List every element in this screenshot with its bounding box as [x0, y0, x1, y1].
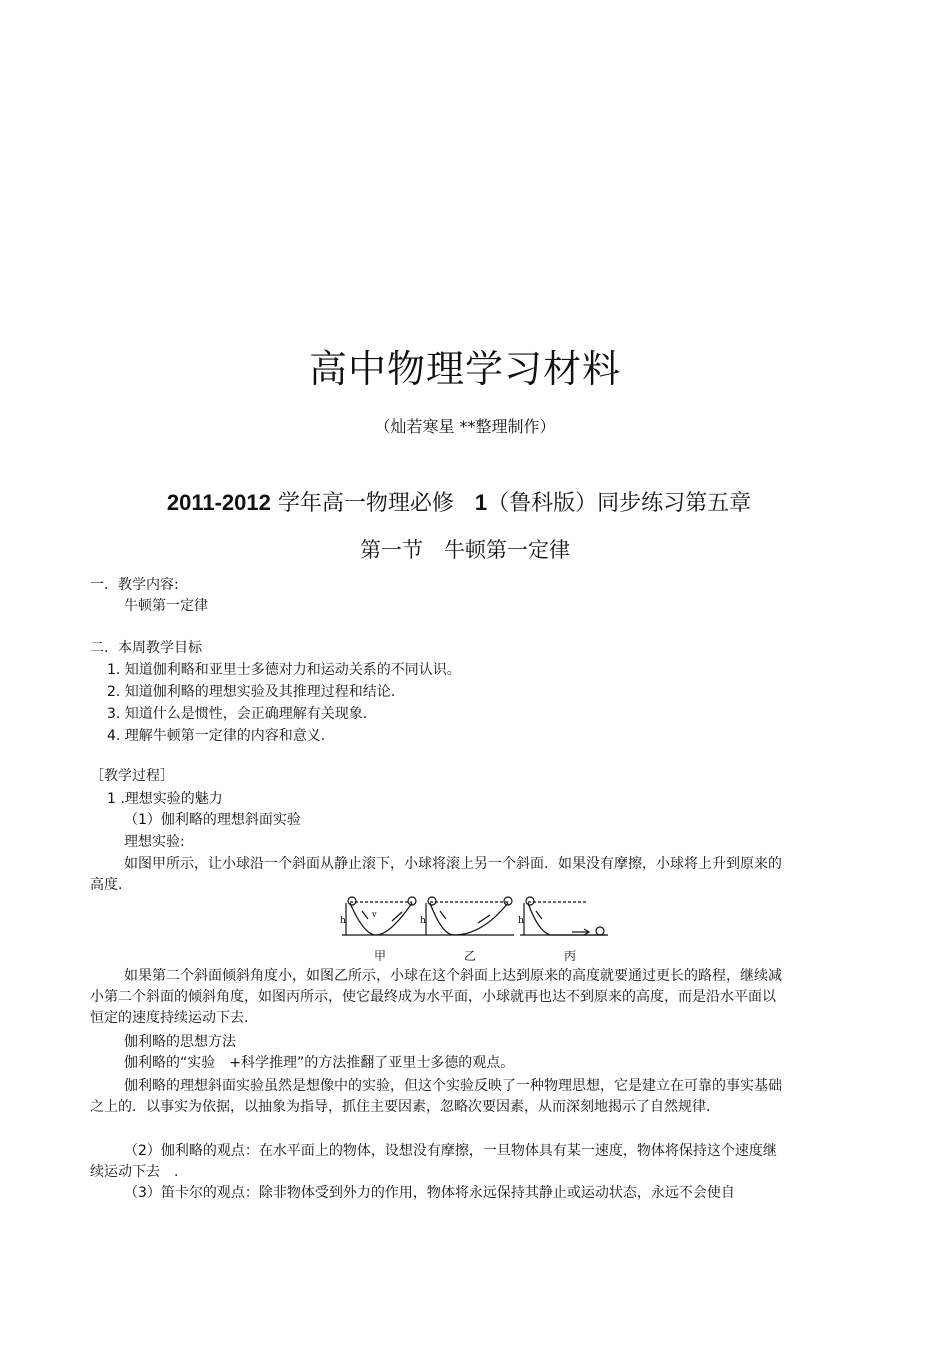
section-title: 第一节 牛顿第一定律 — [360, 538, 570, 562]
heading-num: 1 — [474, 490, 488, 515]
diagram-yi — [422, 897, 514, 935]
heading-mid: 学年高一物理必修 — [270, 491, 461, 516]
ideal-experiment-label: 理想实验: — [124, 834, 185, 850]
section-1-body: 牛顿第一定律 — [124, 598, 208, 614]
section-2-heading: 二．本周教学目标 — [90, 640, 202, 656]
section-1-heading: 一．教学内容: — [90, 577, 179, 593]
figure-label-jia: 甲 — [374, 949, 387, 963]
part-1-sub-1: （1）伽利略的理想斜面实验 — [124, 812, 301, 828]
paragraph-4: 伽利略的理想斜面实验虽然是想像中的实验，但这个实验反映了一种物理思想，它是建立在可靠的事实基础之上的．以事实为依据，以抽象为指导，抓住主要因素，忽略次要因素，从而深刻地揭示了自然规律. — [90, 1078, 782, 1115]
heading-year: 2011-2012 — [166, 490, 271, 515]
height-label: h — [340, 916, 346, 926]
heading-end: （鲁科版）同步练习第五章 — [487, 491, 752, 516]
document-subtitle: （灿若寒星 **整理制作） — [374, 417, 556, 436]
figure-label-yi: 乙 — [464, 949, 477, 963]
paragraph-5: （2）伽利略的观点：在水平面上的物体，设想没有摩擦，一旦物体具有某一速度，物体将保持这个速度继续运动下去 . — [90, 1143, 777, 1180]
part-1-heading: 1 .理想实验的魅力 — [107, 791, 223, 807]
document-title: 高中物理学习材料 — [308, 347, 621, 391]
paragraph-3: 伽利略的“实验 +科学推理”的方法推翻了亚里士多德的观点。 — [124, 1055, 515, 1071]
svg-text:h: h — [518, 916, 524, 926]
goal-item: 1. 知道伽利略和亚里士多德对力和运动关系的不同认识。 — [107, 662, 461, 678]
diagram-jia — [342, 897, 422, 935]
paragraph-6: （3）笛卡尔的观点：除非物体受到外力的作用，物体将永远保持其静止或运动状态，永远不会使自 — [124, 1185, 735, 1201]
chapter-heading — [0, 486, 918, 517]
inclined-plane-figure — [332, 895, 612, 963]
svg-text:h: h — [420, 916, 426, 926]
diagram-bing — [520, 897, 608, 935]
process-heading: ［教学过程］ — [90, 768, 174, 784]
method-heading: 伽利略的思想方法 — [124, 1034, 236, 1050]
paragraph-2: 如果第二个斜面倾斜角度小，如图乙所示，小球在这个斜面上达到原来的高度就要通过更长的路程，继续减小第二个斜面的倾斜角度，如图丙所示，使它最终成为水平面，小球就再也达不到原来的高度，而是沿水平面以恒定的速度持续运动下去. — [90, 968, 782, 1026]
paragraph-1: 如图甲所示，让小球沿一个斜面从静止滚下，小球将滚上另一个斜面．如果没有摩擦，小球将上升到原来的高度. — [90, 856, 782, 893]
velocity-label: v — [372, 910, 377, 919]
inclined-plane-diagrams — [332, 895, 612, 943]
goal-item: 4. 理解牛顿第一定律的内容和意义. — [107, 728, 326, 744]
goal-item: 3. 知道什么是惯性，会正确理解有关现象. — [107, 706, 368, 722]
goal-item: 2. 知道伽利略的理想实验及其推理过程和结论. — [107, 684, 396, 700]
figure-label-bing: 丙 — [564, 949, 577, 963]
